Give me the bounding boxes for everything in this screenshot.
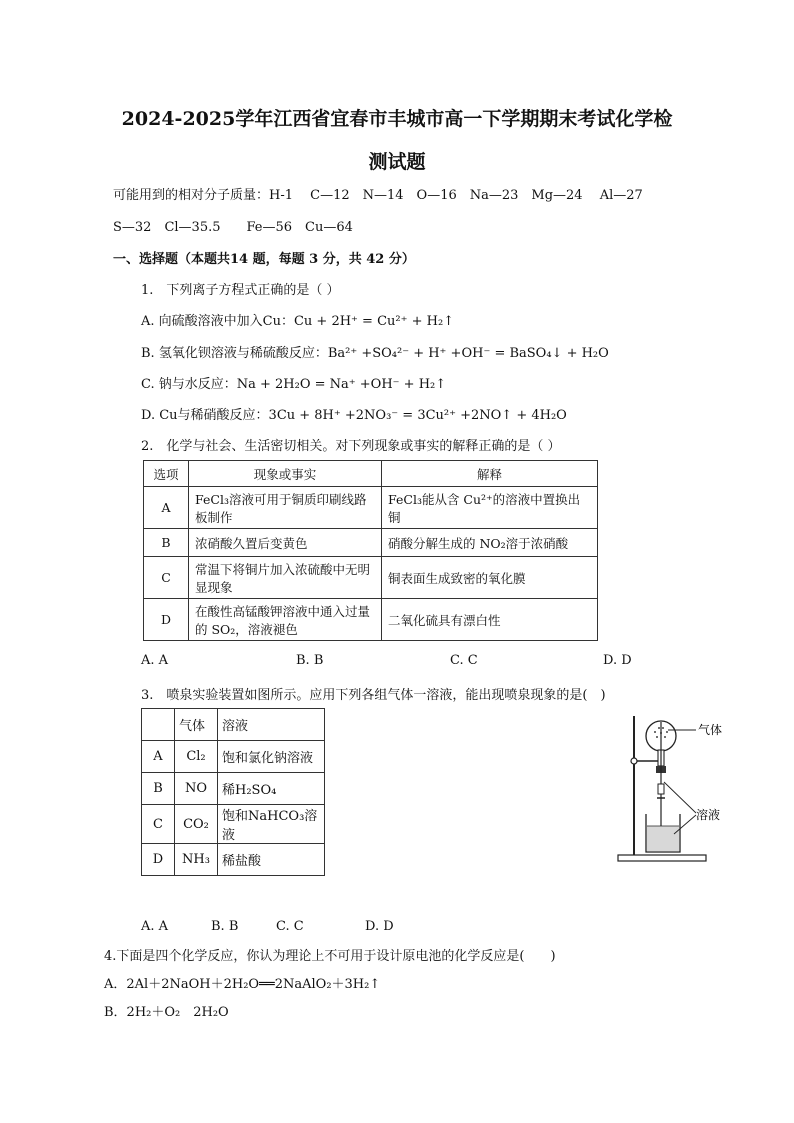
section-heading: 一、选择题（本题共14 题，每题 3 分，共 42 分） [113,252,415,267]
row-solution: 饱和NaHCO₃溶液 [218,805,325,844]
table-row [144,557,598,599]
relative-masses-line1: 可能用到的相对分子质量：H-1 C—12 N—14 O—16 Na—23 Mg—24 Al—27 [113,188,643,203]
table-row [142,773,325,805]
q2-answer-b: B. B [296,653,324,668]
table-row [142,805,325,844]
row-fact: FeCl₃溶液可用于铜质印刷线路板制作 [189,487,382,529]
table-row [144,529,598,557]
row-gas: Cl₂ [175,741,218,773]
header-fact: 现象或事实 [189,461,382,487]
row-explanation: FeCl₃能从含 Cu²⁺的溶液中置换出铜 [382,487,598,529]
table-header-row [142,709,325,741]
row-explanation: 铜表面生成致密的氧化膜 [382,557,598,599]
row-option: B [144,529,189,557]
q2-answer-c: C. C [450,653,478,668]
row-option: A [142,741,175,773]
q1-option-b: B. 氢氧化钡溶液与稀硫酸反应：Ba²⁺ +SO₄²⁻ + H⁺ +OH⁻ = BaSO₄↓ + H₂O [141,346,609,361]
header-option [142,709,175,741]
q2-answer-a: A. A [141,653,169,668]
stand-base [618,855,706,861]
row-option: D [144,599,189,641]
q3-answer-c: C. C [276,919,304,934]
q3-answer-d: D. D [365,919,394,934]
rubber-tube [658,784,664,794]
row-option: C [142,805,175,844]
page-title-line2: 测试题 [368,151,426,173]
q1-option-c: C. 钠与水反应：Na + 2H₂O = Na⁺ +OH⁻ + H₂↑ [141,377,447,392]
row-fact: 浓硝酸久置后变黄色 [189,529,382,557]
label-gas: 气体 [698,723,723,737]
row-fact: 常温下将铜片加入浓硫酸中无明显现象 [189,557,382,599]
row-option: C [144,557,189,599]
q4-option-a: A．2Al＋2NaOH＋2H₂O══2NaAlO₂＋3H₂↑ [104,977,381,992]
q2-stem: 2. 化学与社会、生活密切相关。对下列现象或事实的解释正确的是（ ） [141,439,561,454]
row-gas: NH₃ [175,844,218,876]
q1-option-a: A. 向硫酸溶液中加入Cu：Cu + 2H⁺ = Cu²⁺ + H₂↑ [141,314,455,329]
q1-stem: 1. 下列离子方程式正确的是（ ） [141,283,340,298]
q4-option-b: B．2H₂＋O₂ 2H₂O [104,1005,229,1020]
label-solution: 溶液 [696,808,721,822]
q3-answer-a: A. A [141,919,169,934]
row-option: A [144,487,189,529]
page-title-line1: 2024-2025学年江西省宜春市丰城市高一下学期期末考试化学检 [121,108,673,130]
row-option: D [142,844,175,876]
table-row [142,844,325,876]
relative-masses-line2: S—32 Cl—35.5 Fe—56 Cu—64 [113,220,353,235]
q2-answer-d: D. D [603,653,632,668]
header-option: 选项 [144,461,189,487]
table-row [144,487,598,529]
row-explanation: 二氧化硫具有漂白性 [382,599,598,641]
row-option: B [142,773,175,805]
q2-table [143,460,598,641]
q3-table [141,708,325,876]
fountain-apparatus-figure [612,712,727,867]
table-row [144,599,598,641]
header-explanation: 解释 [382,461,598,487]
q3-answer-b: B. B [211,919,239,934]
header-gas: 气体 [175,709,218,741]
row-solution: 稀盐酸 [218,844,325,876]
row-explanation: 硝酸分解生成的 NO₂溶于浓硝酸 [382,529,598,557]
clamp-knob-icon [631,758,637,764]
row-gas: CO₂ [175,805,218,844]
q3-stem: 3. 喷泉实验装置如图所示。应用下列各组气体一溶液，能出现喷泉现象的是( ) [141,688,606,703]
q4-stem: 4.下面是四个化学反应，你认为理论上不可用于设计原电池的化学反应是( ) [104,949,556,964]
table-header-row [144,461,598,487]
row-gas: NO [175,773,218,805]
solution-leader-line [664,782,696,813]
header-solution: 溶液 [218,709,325,741]
table-row [142,741,325,773]
row-solution: 稀H₂SO₄ [218,773,325,805]
row-solution: 饱和氯化钠溶液 [218,741,325,773]
beaker-solution [647,826,679,851]
q1-option-d: D. Cu与稀硝酸反应：3Cu + 8H⁺ +2NO₃⁻ = 3Cu²⁺ +2NO↑ + 4H₂O [141,408,567,423]
row-fact: 在酸性高锰酸钾溶液中通入过量的 SO₂，溶液褪色 [189,599,382,641]
